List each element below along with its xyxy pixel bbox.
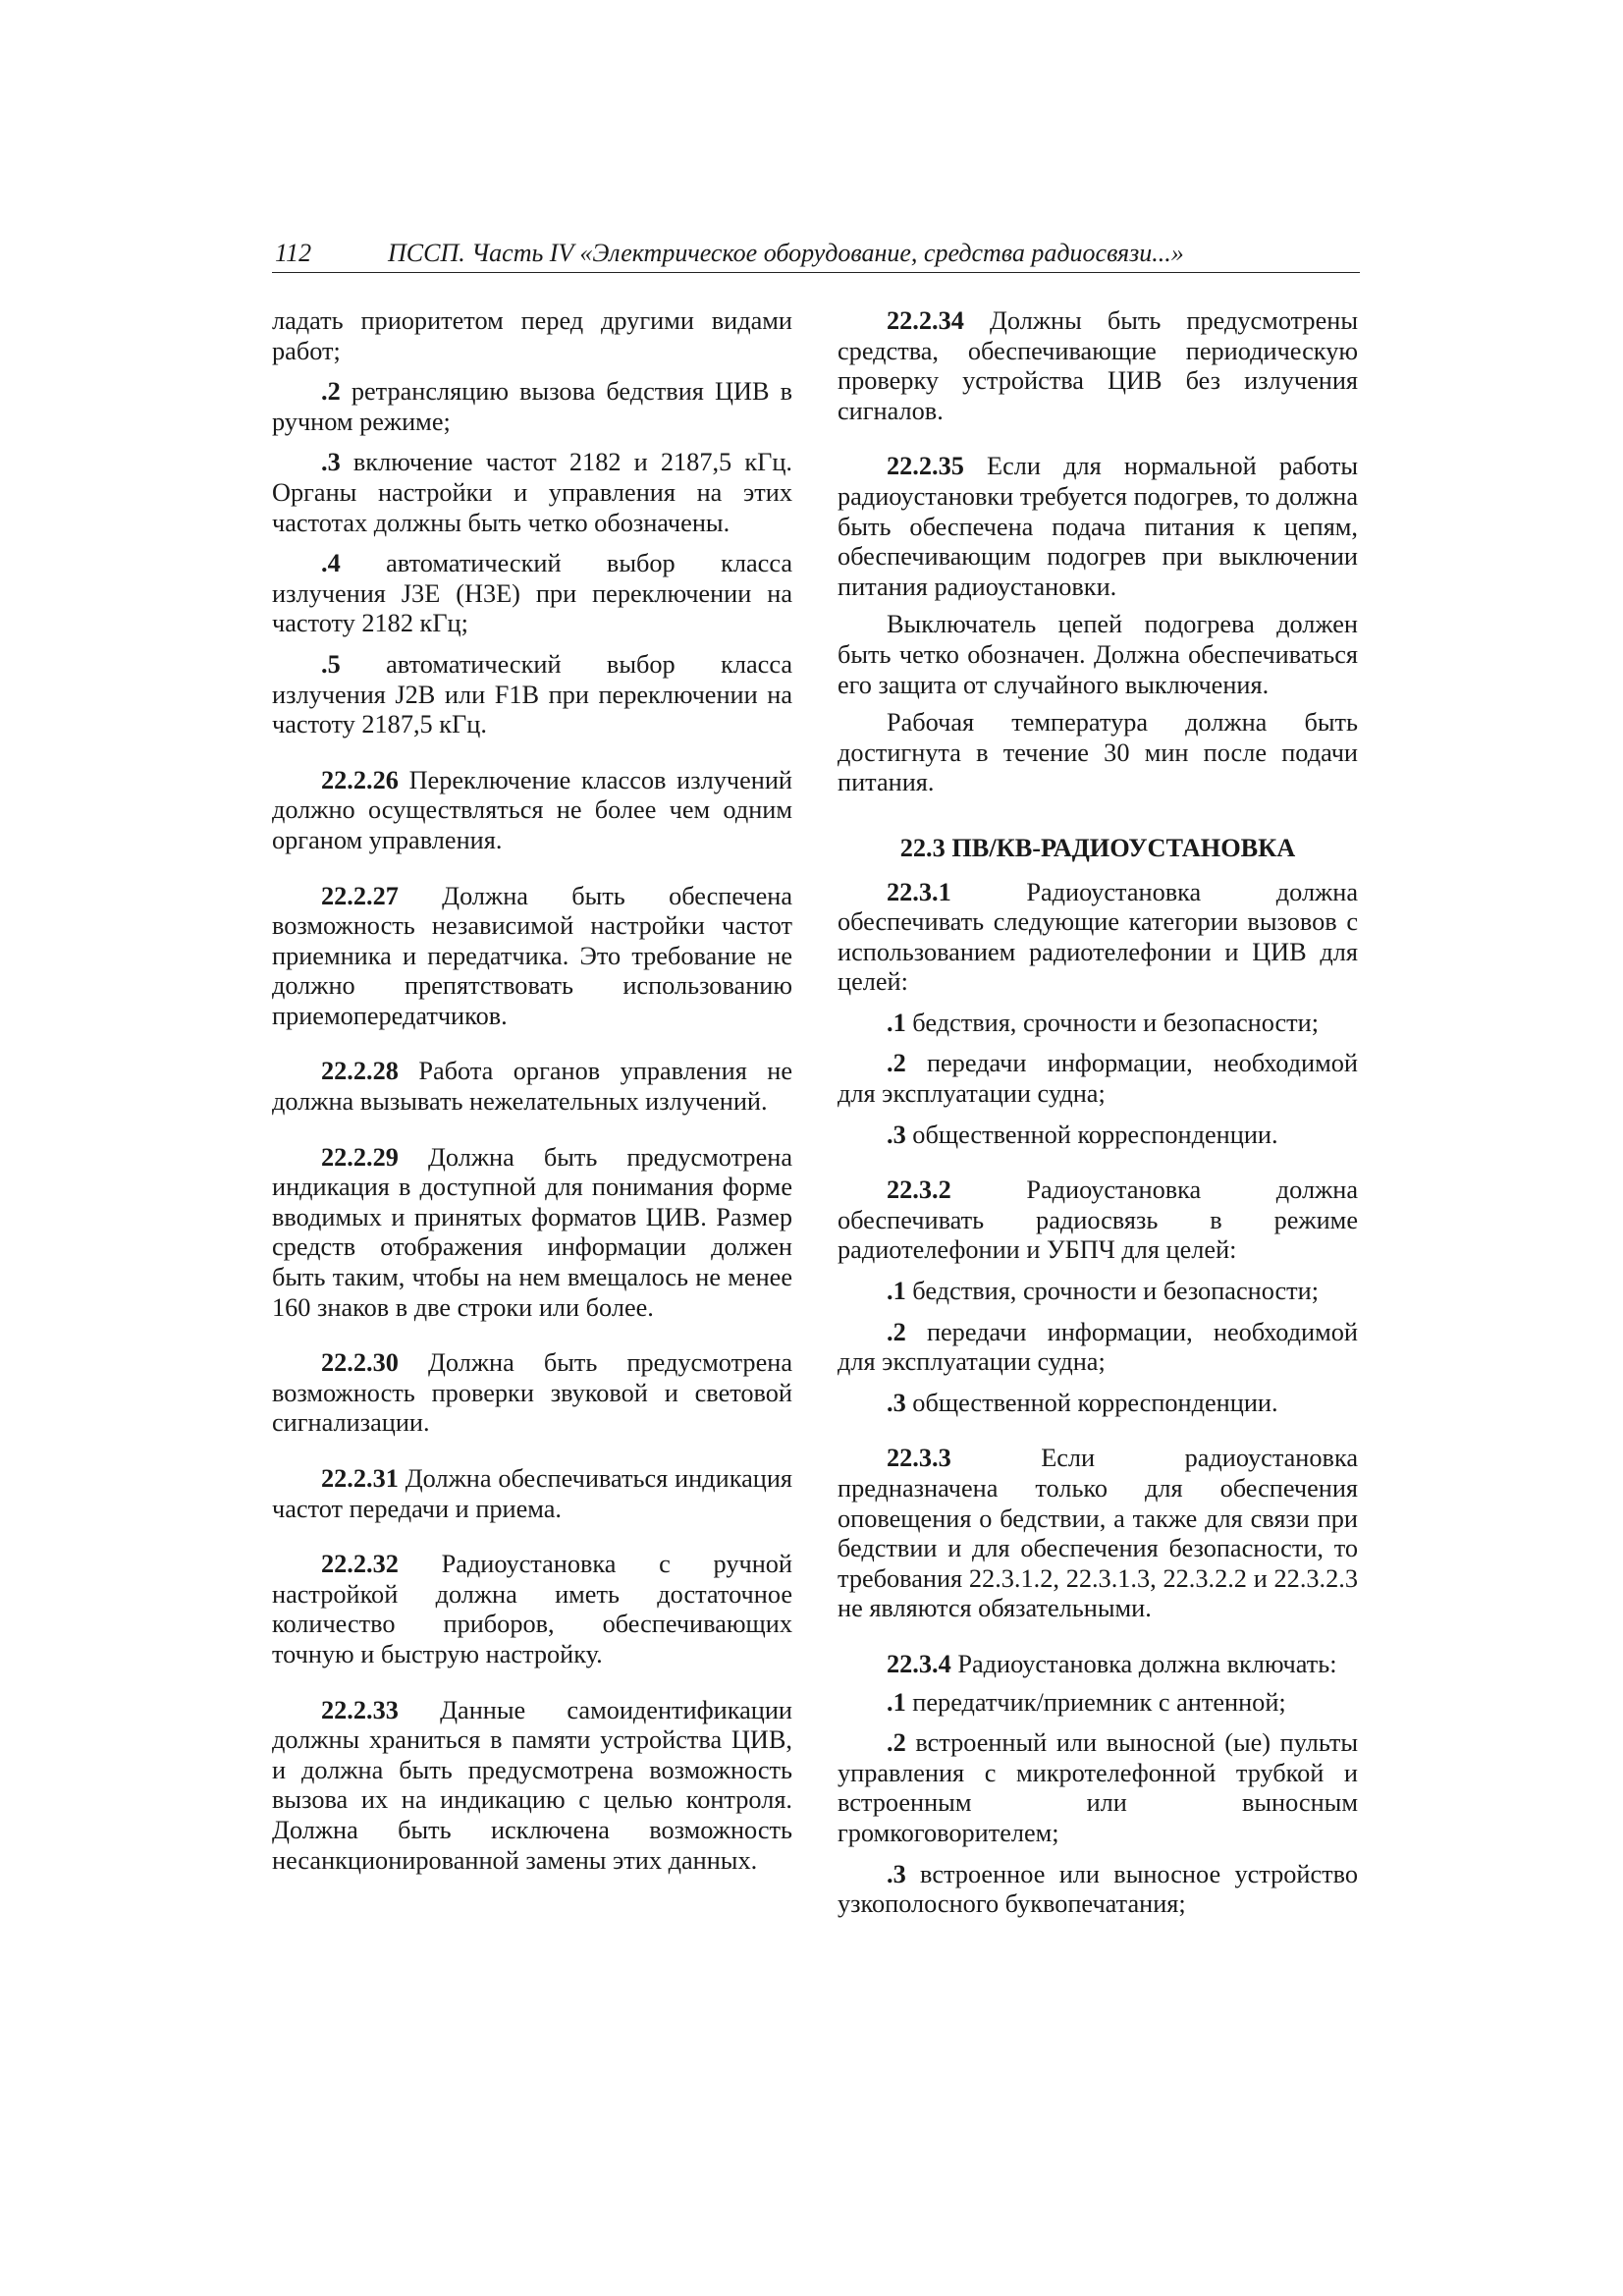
paragraph [272, 306, 792, 366]
clause-number: 22.2.34 [887, 306, 964, 335]
paragraph-text: Данные самоидентификации должны храниться в памяти устройства ЦИВ, и должна быть предусмотрена возможность вызова их на индикацию с целью контроля. Должна быть исключена возможность несанкционированной замены этих данных. [272, 1695, 792, 1875]
paragraph [838, 1650, 1358, 1680]
right-column [838, 306, 1358, 1920]
paragraph [272, 1348, 792, 1439]
paragraph-text: автоматический выбор класса излучения J2B или F1B при переключении на частоту 2187,5 кГц. [272, 649, 792, 739]
paragraph-text: передачи информации, необходимой для эксплуатации судна; [838, 1317, 1358, 1377]
paragraph [838, 610, 1358, 700]
paragraph [272, 448, 792, 538]
clause-number: .3 [887, 1859, 906, 1888]
clause-number: .4 [321, 549, 341, 578]
paragraph-text: встроенное или выносное устройство узкополосного буквопечатания; [838, 1859, 1358, 1919]
paragraph [272, 882, 792, 1032]
paragraph [272, 650, 792, 740]
clause-number: 22.3.2 [887, 1175, 951, 1205]
paragraph [838, 1688, 1358, 1719]
clause-number: .2 [887, 1317, 906, 1346]
paragraph [838, 306, 1358, 426]
clause-number: 22.3.4 [887, 1649, 951, 1678]
paragraph-text: общественной корреспонденции. [905, 1120, 1278, 1149]
paragraph [272, 1696, 792, 1877]
paragraph-text: ладать приоритетом перед другими видами работ; [272, 306, 792, 365]
paragraph-text: Радиоустановка должна обеспечивать следующие категории вызовов с использованием радиотелефонии и ЦИВ для целей: [838, 877, 1358, 997]
clause-number: .5 [321, 649, 341, 679]
paragraph [838, 1009, 1358, 1039]
paragraph [838, 1049, 1358, 1109]
paragraph-text: ретрансляцию вызова бедствия ЦИВ в ручном режиме; [272, 377, 792, 436]
paragraph-text: Должна быть обеспечена возможность независимой настройки частот приемника и передатчика. Это требование не должно препятствовать использованию приемопередатчиков. [272, 881, 792, 1030]
paragraph-text: встроенный или выносной (ые) пульты управления с микротелефонной трубкой и встроенным или выносным громкоговорителем; [838, 1728, 1358, 1847]
paragraph [272, 1057, 792, 1117]
paragraph-text: передачи информации, необходимой для эксплуатации судна; [838, 1049, 1358, 1109]
clause-number: .3 [887, 1388, 906, 1417]
paragraph-text: бедствия, срочности и безопасности; [905, 1277, 1320, 1306]
paragraph [272, 766, 792, 856]
paragraph-text: Выключатель цепей подогрева должен быть четко обозначен. Должна обеспечиваться его защита от случайного выключения. [838, 610, 1358, 699]
paragraph [272, 549, 792, 639]
paragraph [838, 1318, 1358, 1378]
paragraph [272, 377, 792, 437]
clause-number: 22.2.26 [321, 765, 399, 794]
page-header [272, 239, 1360, 273]
paragraph-text: Радиоустановка должна включать: [950, 1649, 1337, 1678]
section-heading: 22.3 ПВ/КВ-РАДИОУСТАНОВКА [899, 833, 1296, 862]
clause-number: 22.2.31 [321, 1464, 399, 1493]
paragraph-text: Должна быть предусмотрена индикация в доступной для понимания форме вводимых и принятых форматов ЦИВ. Размер средств отображения информации должен быть таким, чтобы на нем вмещалось не менее 160 знаков в две строки или более. [272, 1142, 792, 1322]
clause-number: 22.3.1 [887, 877, 951, 906]
paragraph-text: Рабочая температура должна быть достигнута в течение 30 мин после подачи питания. [838, 708, 1358, 797]
paragraph-text: Радиоустановка должна обеспечивать радиосвязь в режиме радиотелефонии и УБПЧ для целей: [838, 1175, 1358, 1265]
clause-number: .1 [887, 1277, 906, 1306]
paragraph-text: Должна обеспечиваться индикация частот передачи и приема. [272, 1464, 792, 1523]
paragraph-text: Должна быть предусмотрена возможность проверки звуковой и световой сигнализации. [272, 1348, 792, 1438]
clause-number: 22.2.32 [321, 1550, 399, 1579]
paragraph-text: общественной корреспонденции. [905, 1388, 1278, 1417]
clause-number: .2 [321, 377, 341, 407]
paragraph-text: Радиоустановка с ручной настройкой должна иметь достаточное количество приборов, обеспечивающих точную и быструю настройку. [272, 1550, 792, 1668]
paragraph-text: Если для нормальной работы радиоустановки требуется подогрев, то должна быть обеспечена подача питания к цепям, обеспечивающим подогрев при выключении питания радиоустановки. [838, 452, 1358, 601]
paragraph [838, 1121, 1358, 1151]
clause-number: .3 [321, 448, 341, 477]
paragraph-text: Если радиоустановка предназначена только для обеспечения оповещения о бедствии, а также для связи при бедствии и для обеспечения безопасности, то требования 22.3.1.2, 22.3.1.3, 22.3.2.2 и 22.3.2.3 не являются обязательными. [838, 1444, 1358, 1623]
clause-number: 22.2.28 [321, 1057, 399, 1086]
left-column [272, 306, 792, 1876]
clause-number: 22.2.30 [321, 1348, 399, 1378]
paragraph [838, 878, 1358, 998]
paragraph-text: Должны быть предусмотрены средства, обеспечивающие периодическую проверку устройства ЦИВ без излучения сигналов. [838, 306, 1358, 425]
paragraph [838, 1444, 1358, 1624]
paragraph [838, 1277, 1358, 1307]
paragraph [272, 1464, 792, 1524]
clause-number: .1 [887, 1687, 906, 1717]
clause-number: 22.2.35 [887, 452, 964, 481]
clause-number: 22.3.3 [887, 1444, 951, 1473]
paragraph-text: передатчик/приемник с антенной; [905, 1687, 1286, 1717]
clause-number: .1 [887, 1008, 906, 1037]
paragraph [838, 452, 1358, 602]
clause-number: 22.2.33 [321, 1695, 399, 1724]
clause-number: .3 [887, 1120, 906, 1149]
clause-number: .2 [887, 1728, 906, 1758]
paragraph [838, 1860, 1358, 1920]
clause-number: .2 [887, 1049, 906, 1078]
paragraph-text: включение частот 2182 и 2187,5 кГц. Органы настройки и управления на этих частотах должны быть четко обозначены. [272, 448, 792, 537]
paragraph [838, 1728, 1358, 1848]
paragraph-text: бедствия, срочности и безопасности; [905, 1008, 1320, 1037]
page-number: 112 [275, 239, 312, 267]
paragraph [272, 1550, 792, 1669]
paragraph-text: Работа органов управления не должна вызывать нежелательных излучений. [272, 1057, 792, 1117]
paragraph [838, 1175, 1358, 1266]
clause-number: 22.2.27 [321, 881, 399, 910]
paragraph-text: Переключение классов излучений должно осуществляться не более чем одним органом управления. [272, 765, 792, 854]
paragraph [838, 1389, 1358, 1419]
paragraph [272, 1143, 792, 1324]
paragraph [838, 708, 1358, 798]
running-title: ПССП. Часть IV «Электрическое оборудование, средства радиосвязи...» [388, 239, 1184, 267]
clause-number: 22.2.29 [321, 1142, 399, 1172]
paragraph-text: автоматический выбор класса излучения J3E (H3E) при переключении на частоту 2182 кГц; [272, 549, 792, 638]
